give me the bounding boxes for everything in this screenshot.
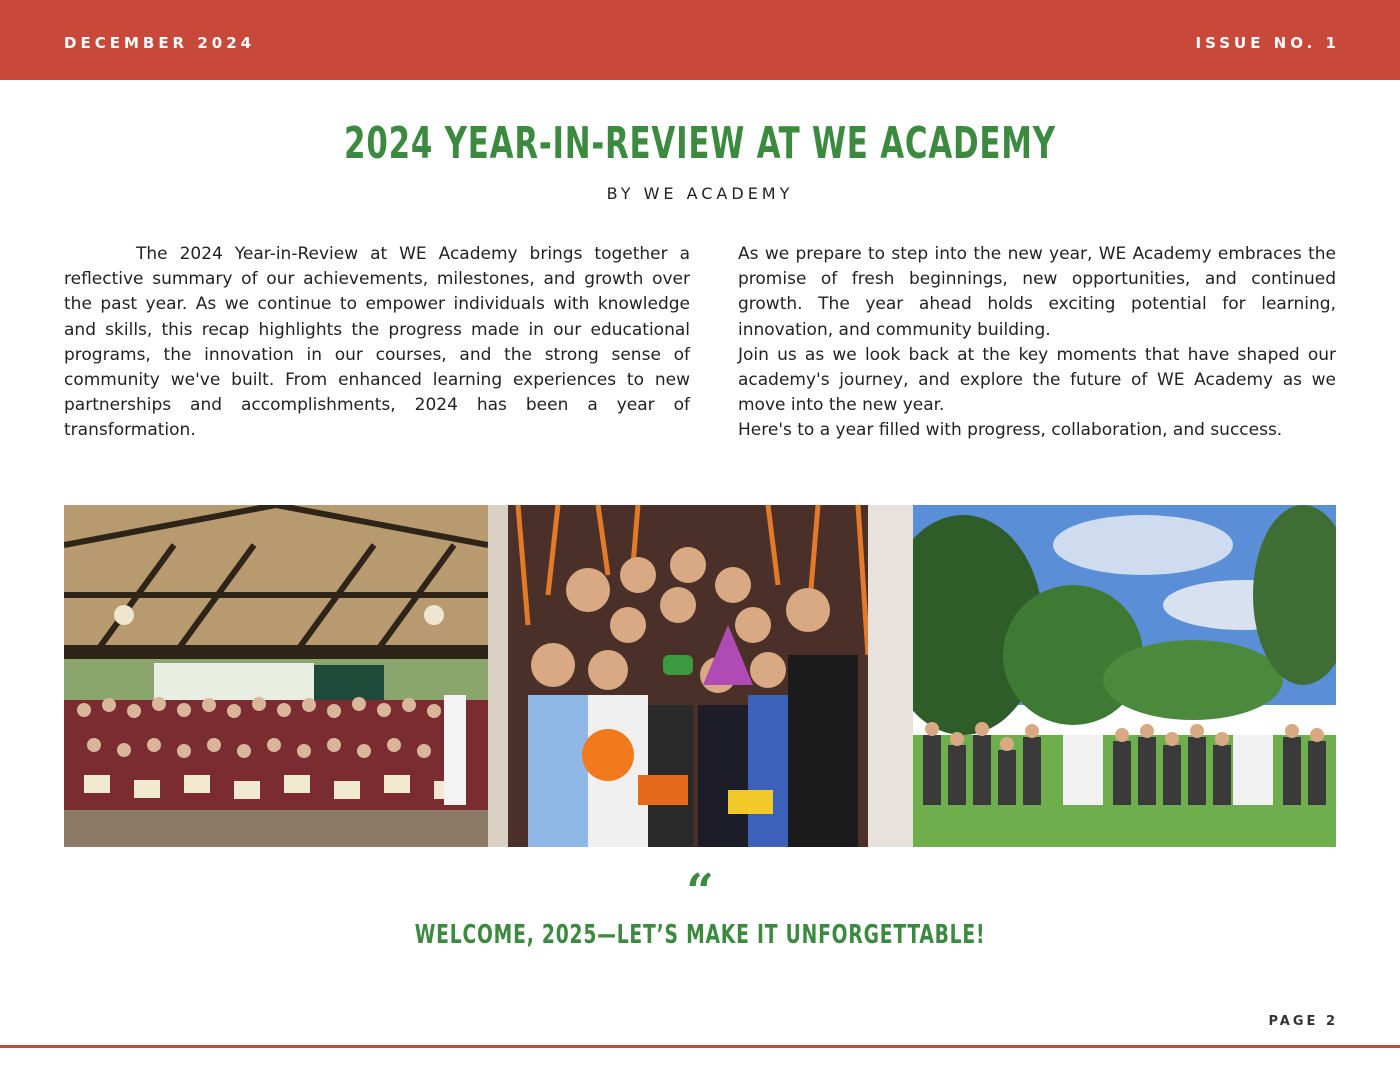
intro-column-right — [738, 242, 1336, 444]
closing-paragraph: Here's to a year filled with progress, collaboration, and success. — [738, 420, 1283, 441]
page-number: PAGE 2 — [1268, 1014, 1338, 1029]
outdoor-group-photo — [913, 505, 1336, 847]
header-bar — [0, 0, 1400, 80]
closing-tagline: WELCOME, 2025—LET’S MAKE IT UNFORGETTABLE! — [414, 920, 986, 950]
photo-strip — [64, 505, 1336, 847]
article-title: 2024 YEAR-IN-REVIEW AT WE ACADEMY — [344, 118, 1056, 169]
journey-paragraph: Join us as we look back at the key moments that have shaped our academy's journey, and explore the future of WE Academy as we move into the new year. — [738, 344, 1336, 416]
issue-date: DECEMBER 2024 — [64, 34, 256, 52]
quote-mark-icon: “ — [686, 864, 714, 920]
issue-number: ISSUE NO. 1 — [1195, 34, 1340, 52]
graduation-group-photo — [64, 505, 488, 847]
intro-paragraph: The 2024 Year-in-Review at WE Academy brings together a reflective summary of our achievements, milestones, and growth over the past year. As we continue to empower individuals with knowledge and skills, this recap highlights the progress made in our educational programs, the innovation in our courses, and the strong sense of community we've built. From enhanced learning experiences to new partnerships and accomplishments, 2024 has been a year of transformation. — [64, 244, 690, 441]
article-byline: BY WE ACADEMY — [606, 184, 794, 203]
intro-column-left — [64, 242, 690, 444]
footer-rule — [0, 1045, 1400, 1048]
outlook-paragraph: As we prepare to step into the new year, WE Academy embraces the promise of fresh beginnings, new opportunities, and continued growth. The year ahead holds exciting potential for learning, innovation, and community building. — [738, 244, 1336, 340]
halloween-party-photo — [488, 505, 913, 847]
